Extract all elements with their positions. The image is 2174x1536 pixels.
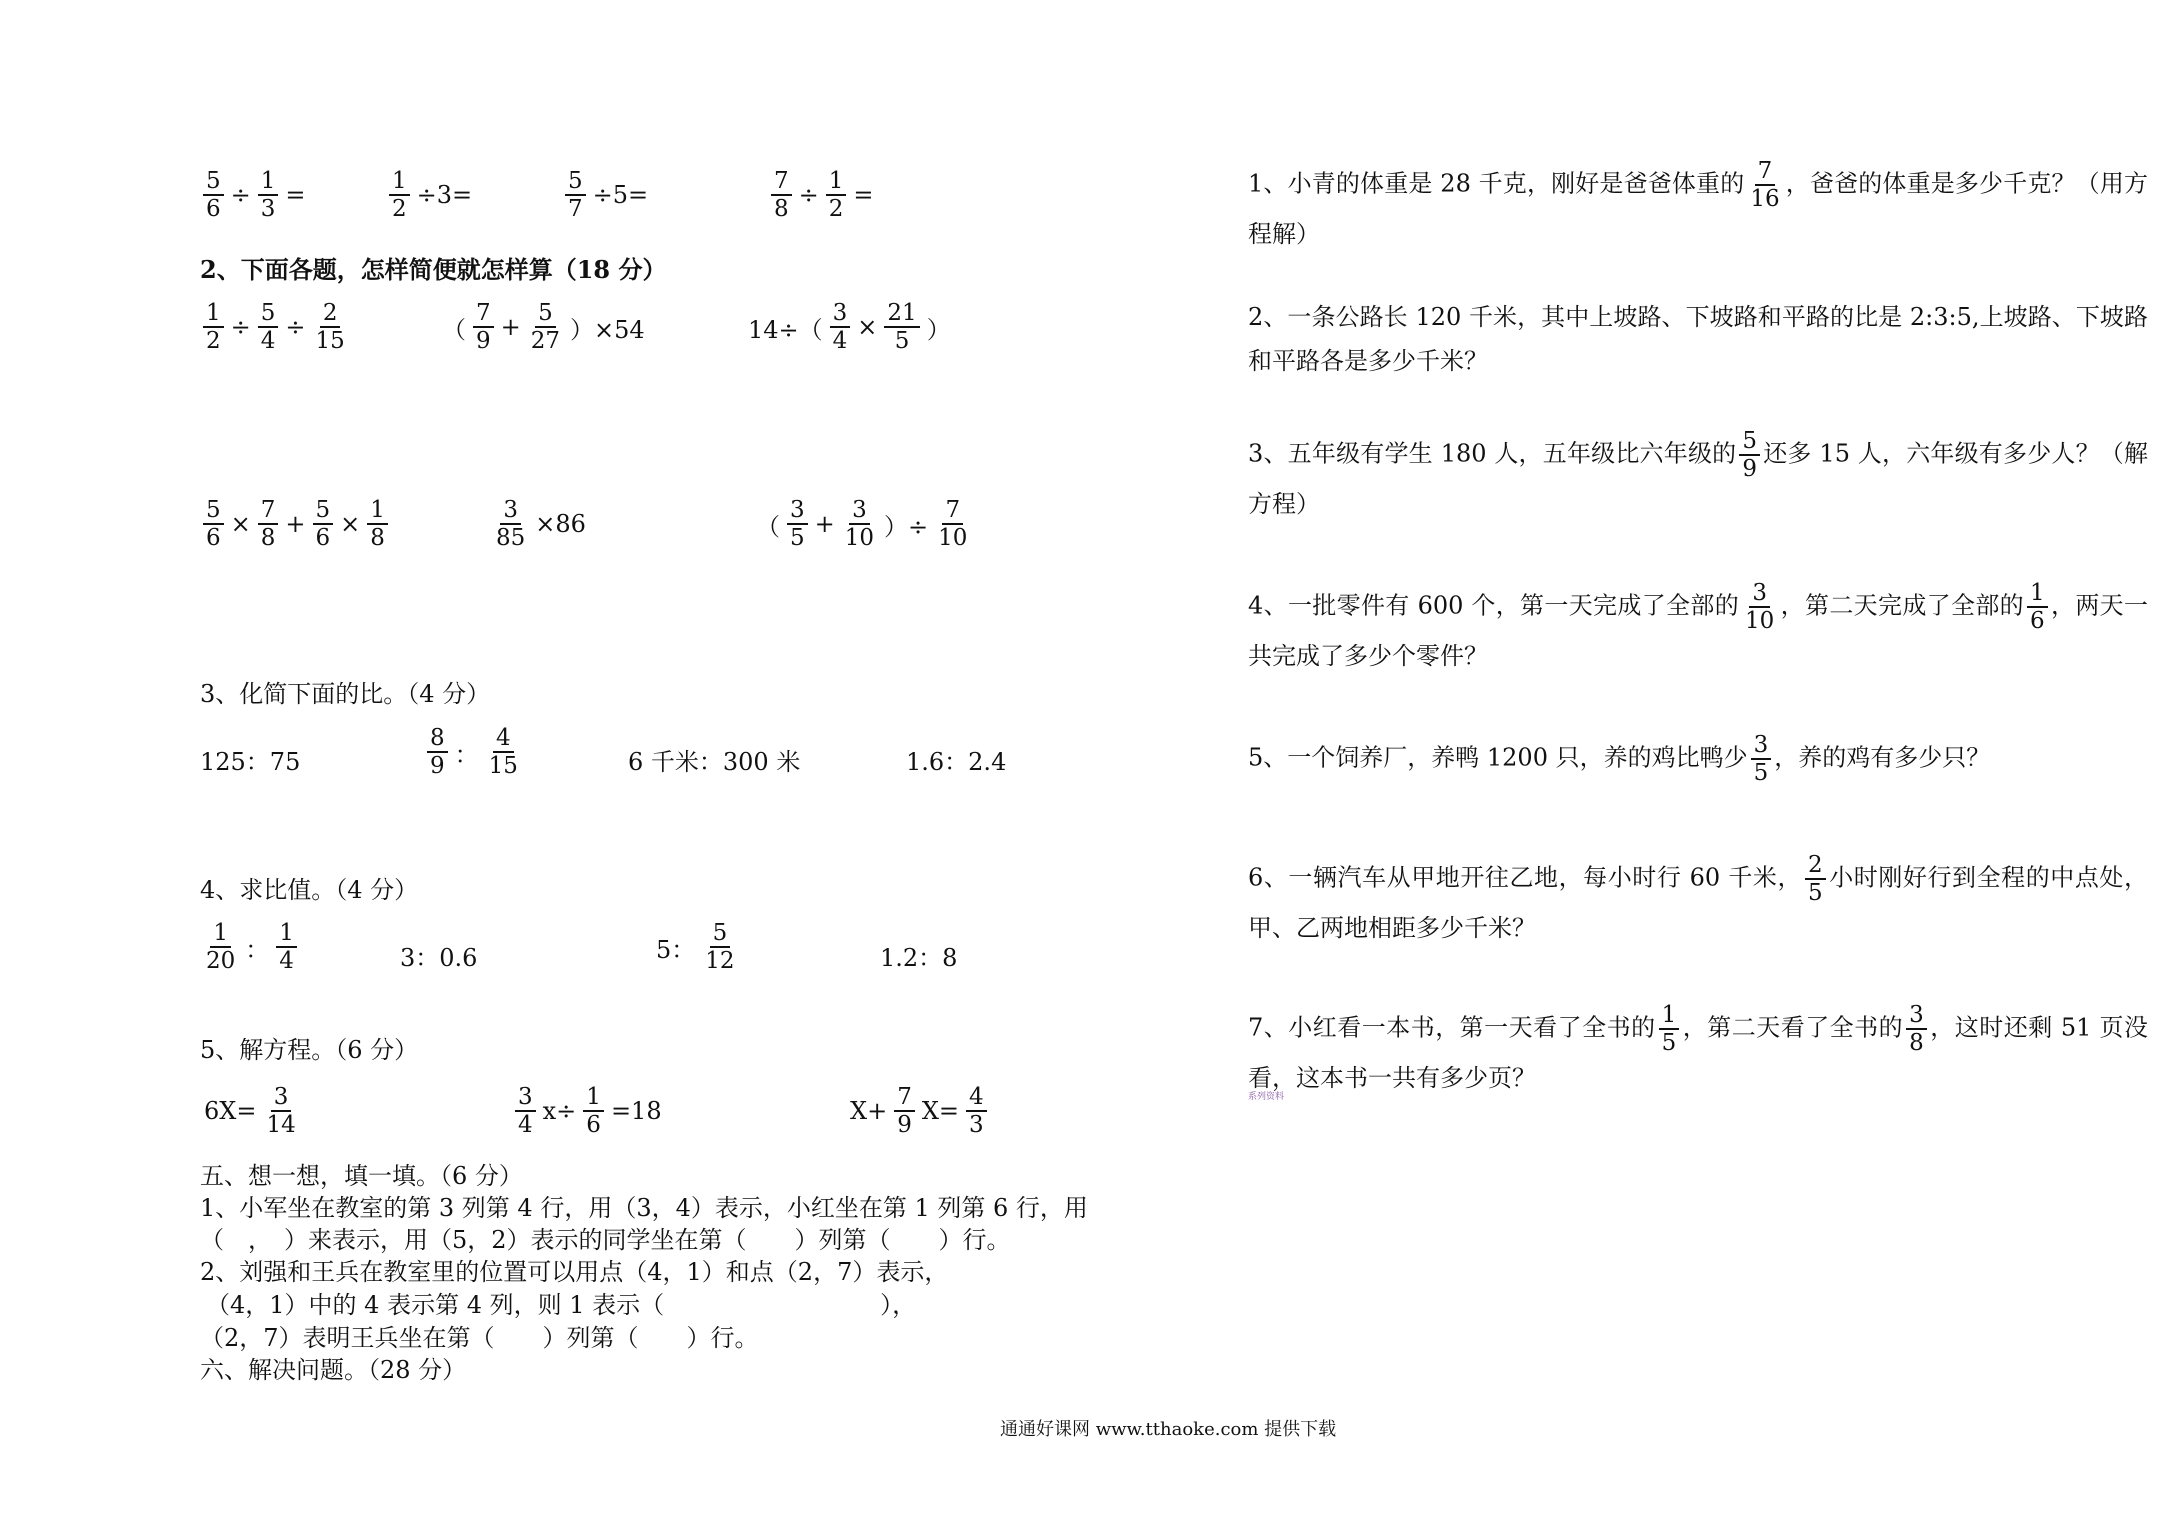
part-5-line-1: 1、小军坐在教室的第 3 列第 4 行，用（3，4）表示，小红坐在第 1 列第 6 行，用 (200, 1194, 1088, 1222)
calc-4: $\frac{7}{8}$ ÷ $\frac{1}{2}$ = (768, 168, 878, 222)
sec2-expr-5: $\frac{3}{85}$ ×86 (490, 497, 590, 551)
problem-5: 5、一个饲养厂，养鸭 1200 只，养的鸡比鸭少 $\frac{3}{5}$ ，养的鸡有多少只？ (1248, 732, 1991, 786)
fraction: $\frac{5}{6}$ (203, 497, 224, 551)
sec4-value-1: $\frac{1}{20}$ ： $\frac{1}{4}$ (200, 920, 300, 974)
fraction: $\frac{1}{2}$ (826, 168, 847, 222)
fraction: $\frac{2}{5}$ (1805, 852, 1826, 906)
fraction: $\frac{7}{9}$ (894, 1084, 915, 1138)
problem-4: 4、一批零件有 600 个，第一天完成了全部的 $\frac{3}{10}$ ，第二天完成了全部的 $\frac{1}{6}$ ，两天一共完成了多少个零件？ (1248, 580, 2148, 670)
problem-2: 2、一条公路长 120 千米，其中上坡路、下坡路和平路的比是 2:3:5,上坡路、下坡路和平路各是多少千米？ (1248, 303, 2148, 375)
sec5-equation-2: $\frac{3}{4}$ x÷ $\frac{1}{6}$ =18 (512, 1084, 666, 1138)
sec2-expr-2: （ $\frac{7}{9}$ + $\frac{5}{27}$ ）×54 (442, 300, 645, 354)
sec4-value-2: 3：0.6 (400, 944, 478, 972)
fraction: $\frac{5}{4}$ (258, 300, 279, 354)
fraction: $\frac{3}{5}$ (787, 497, 808, 551)
fraction: $\frac{5}{7}$ (565, 168, 586, 222)
fraction: $\frac{3}{10}$ (844, 497, 875, 551)
sec3-ratio-3: 6 千米：300 米 (628, 748, 801, 776)
fraction: $\frac{3}{4}$ (515, 1084, 536, 1138)
problem-1: 1、小青的体重是 28 千克，刚好是爸爸体重的 $\frac{7}{16}$ ，爸爸的体重是多少千克？（用方程解） (1248, 158, 2148, 248)
problem-6: 6、一辆汽车从甲地开往乙地，每小时行 60 千米， $\frac{2}{5}$ 小时刚好行到全程的中点处，甲、乙两地相距多少千米？ (1248, 852, 2148, 942)
calc-2: $\frac{1}{2}$ ÷3= (386, 168, 476, 222)
fraction: $\frac{7}{16}$ (1750, 158, 1780, 212)
fraction: $\frac{7}{10}$ (938, 497, 968, 551)
sec2-expr-1: $\frac{1}{2}$ ÷ $\frac{5}{4}$ ÷ $\frac{2}{15}$ (200, 300, 351, 354)
fraction: $\frac{2}{15}$ (315, 300, 345, 354)
fraction: $\frac{21}{5}$ (884, 300, 919, 354)
fraction: $\frac{4}{3}$ (966, 1084, 987, 1138)
fraction: $\frac{1}{2}$ (389, 168, 410, 222)
fraction: $\frac{7}{8}$ (258, 497, 279, 551)
fraction: $\frac{1}{2}$ (203, 300, 224, 354)
sec2-expr-4: $\frac{5}{6}$ × $\frac{7}{8}$ + $\frac{5}{6}$ × $\frac{1}{8}$ (200, 497, 391, 551)
problem-7: 7、小红看一本书，第一天看了全书的 $\frac{1}{5}$ ，第二天看了全书的 $\frac{3}{8}$ ，这时还剩 51 页没看，这本书一共有多少页？ (1248, 1002, 2149, 1092)
fraction: $\frac{5}{6}$ (313, 497, 334, 551)
calc-1: $\frac{5}{6}$ ÷ $\frac{1}{3}$ = (200, 168, 310, 222)
part-5-line-3: 2、刘强和王兵在教室里的位置可以用点（4，1）和点（2，7）表示， (200, 1258, 949, 1286)
fraction: $\frac{3}{8}$ (1906, 1002, 1927, 1056)
fraction: $\frac{5}{9}$ (1739, 428, 1760, 482)
part-5-line-5: （2，7）表明王兵坐在第（ ）列第（ ）行。 (200, 1324, 759, 1352)
part-5-line-2: （ ， ）来表示，用（5，2）表示的同学坐在第（ ）列第（ ）行。 (200, 1226, 1011, 1254)
sec2-expr-3: 14÷（ $\frac{3}{4}$ × $\frac{21}{5}$ ） (748, 300, 951, 354)
fraction: $\frac{3}{4}$ (830, 300, 851, 354)
fraction: $\frac{5}{27}$ (530, 300, 561, 354)
fraction: $\frac{3}{5}$ (1751, 732, 1772, 786)
fraction: $\frac{3}{85}$ (496, 497, 526, 551)
sec3-ratio-2: $\frac{8}{9}$ ： $\frac{4}{15}$ (424, 725, 524, 779)
part-5-line-4: （4，1）中的 4 表示第 4 列，则 1 表示（ ）， (206, 1291, 917, 1319)
fraction: $\frac{1}{6}$ (2027, 580, 2048, 634)
fraction: $\frac{1}{4}$ (276, 920, 297, 974)
fraction: $\frac{5}{12}$ (705, 920, 735, 974)
calc-3: $\frac{5}{7}$ ÷5= (562, 168, 652, 222)
sec3-ratio-4: 1.6：2.4 (906, 748, 1007, 776)
fraction: $\frac{1}{5}$ (1659, 1002, 1680, 1056)
fraction: $\frac{1}{20}$ (206, 920, 236, 974)
fraction: $\frac{5}{6}$ (203, 168, 224, 222)
sec5-equation-1: 6X= $\frac{3}{14}$ (200, 1084, 302, 1138)
fraction: $\frac{8}{9}$ (427, 725, 448, 779)
sec2-expr-6: （ $\frac{3}{5}$ + $\frac{3}{10}$ ）÷ $\frac{7}{10}$ (752, 497, 973, 551)
series-note: 系列资料 (1248, 1092, 1285, 1102)
part-5-title: 五、想一想，填一填。（6 分） (200, 1162, 523, 1190)
sec3-ratio-1: 125：75 (200, 748, 301, 776)
footer-credit: 通通好课网 www.tthaoke.com 提供下载 (1000, 1419, 1337, 1440)
fraction: $\frac{7}{9}$ (473, 300, 494, 354)
fraction: $\frac{7}{8}$ (771, 168, 792, 222)
part-6-title: 六、解决问题。（28 分） (200, 1356, 467, 1384)
section-5-title: 5、解方程。（6 分） (200, 1036, 419, 1064)
section-3-title: 3、化简下面的比。（4 分） (200, 680, 491, 708)
fraction: $\frac{1}{8}$ (367, 497, 388, 551)
sec4-value-3: 5： $\frac{5}{12}$ (652, 920, 741, 974)
sec5-equation-3: X+ $\frac{7}{9}$ X= $\frac{4}{3}$ (846, 1084, 990, 1138)
fraction: $\frac{1}{3}$ (258, 168, 279, 222)
section-2-title: 2、下面各题，怎样简便就怎样算（18 分） (200, 255, 667, 284)
fraction: $\frac{4}{15}$ (488, 725, 518, 779)
sec4-value-4: 1.2：8 (880, 944, 958, 972)
fraction: $\frac{1}{6}$ (583, 1084, 604, 1138)
fraction: $\frac{3}{14}$ (266, 1084, 296, 1138)
section-4-title: 4、求比值。（4 分） (200, 876, 419, 904)
fraction: $\frac{3}{10}$ (1745, 580, 1775, 634)
problem-3: 3、五年级有学生 180 人，五年级比六年级的 $\frac{5}{9}$ 还多 15 人，六年级有多少人？（解方程） (1248, 428, 2149, 518)
